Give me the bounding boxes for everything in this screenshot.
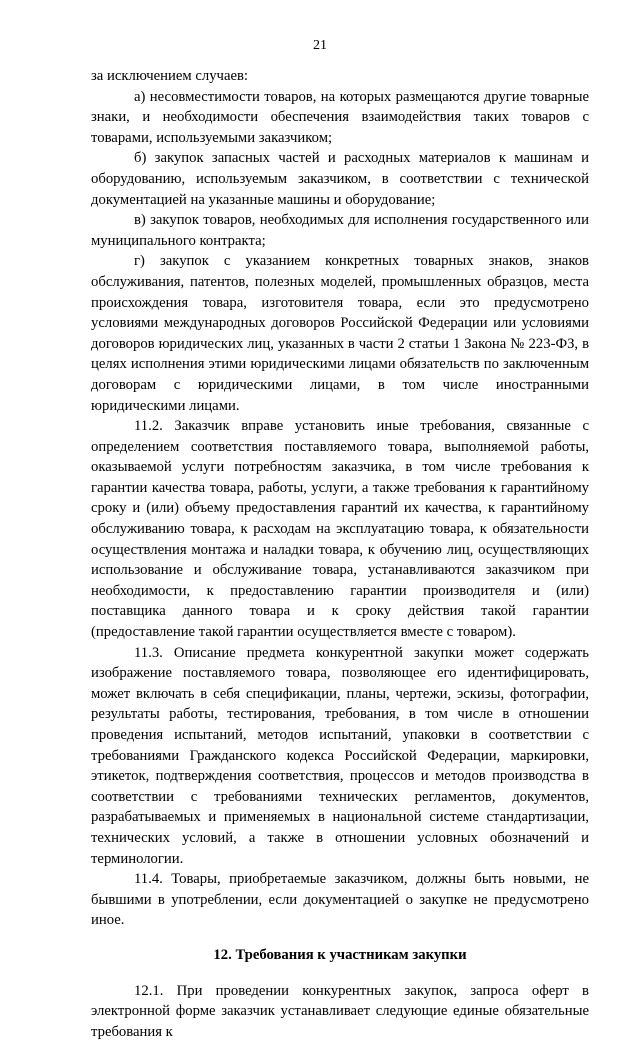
page-number: 21 (313, 38, 327, 53)
paragraph-item-v: в) закупок товаров, необходимых для исполнения государственного или муниципального контракта; (91, 212, 589, 249)
paragraph-11-2: 11.2. Заказчик вправе установить иные требования, связанные с определением соответствия поставляемого товара, выполняемой работы, оказываемой услуги потребностям заказчика, в том числе требования к гарантии качества товара, работы, услуги, а также требования к гарантийному сроку и (или) объему предоставления гарантий их качества, к гарантийному обслуживанию товара, к расходам на эксплуатацию товара, к обязательности осуществления монтажа и наладки товара, к обучению лиц, осуществляющих использование и обслуживание товара, устанавливаются заказчиком при необходимости, к предоставлению гарантии производителя и (или) поставщика данного товара и к сроку действия такой гарантии (предоставление такой гарантии осуществляется вместе с товаром). (91, 418, 589, 641)
paragraph-11-4: 11.4. Товары, приобретаемые заказчиком, должны быть новыми, не бывшими в употреблении, если документацией о закупке не предусмотрено иное. (91, 871, 589, 929)
paragraph-item-b: б) закупок запасных частей и расходных материалов к машинам и оборудованию, используемым заказчиком, в соответствии с технической документацией на указанные машины и оборудование; (91, 150, 589, 208)
paragraph-item-g: г) закупок с указанием конкретных товарных знаков, знаков обслуживания, патентов, полезных моделей, промышленных образцов, места происхождения товара, изготовителя товара, если это предусмотрено условиями международных договоров Российской Федерации или условиями договоров юридических лиц, указанных в части 2 статьи 1 Закона № 223-ФЗ, в целях исполнения этими юридическими лицами обязательств по заключенным договорам с юридическими лицами, в том числе иностранными юридическими лицами. (91, 253, 589, 414)
paragraph-intro: за исключением случаев: (91, 68, 248, 84)
paragraph-item-a: а) несовместимости товаров, на которых размещаются другие товарные знаки, и необходимости обеспечения взаимодействия таких товаров с товарами, используемыми заказчиком; (91, 88, 589, 146)
paragraph-11-3: 11.3. Описание предмета конкурентной закупки может содержать изображение поставляемого товара, позволяющее его идентифицировать, может включать в себя спецификации, планы, чертежи, эскизы, фотографии, результаты работы, тестирования, требования, в том числе в отношении проведения испытаний, методов испытаний, упаковки в соответствии с требованиями Гражданского кодекса Российской Федерации, маркировки, этикеток, подтверждения соответствия, процессов и методов производства в соответствии с требованиями технических регламентов, документов, разрабатываемых и применяемых в национальной системе стандартизации, технических условий, а также в отношении условных обозначений и терминологии. (91, 644, 589, 867)
document-body (91, 66, 589, 1042)
section-heading: 12. Требования к участникам закупки (213, 946, 467, 963)
paragraph-12-1: 12.1. При проведении конкурентных закупок, запроса оферт в электронной форме заказчик устанавливает следующие единые обязательные требования к (91, 982, 589, 1040)
